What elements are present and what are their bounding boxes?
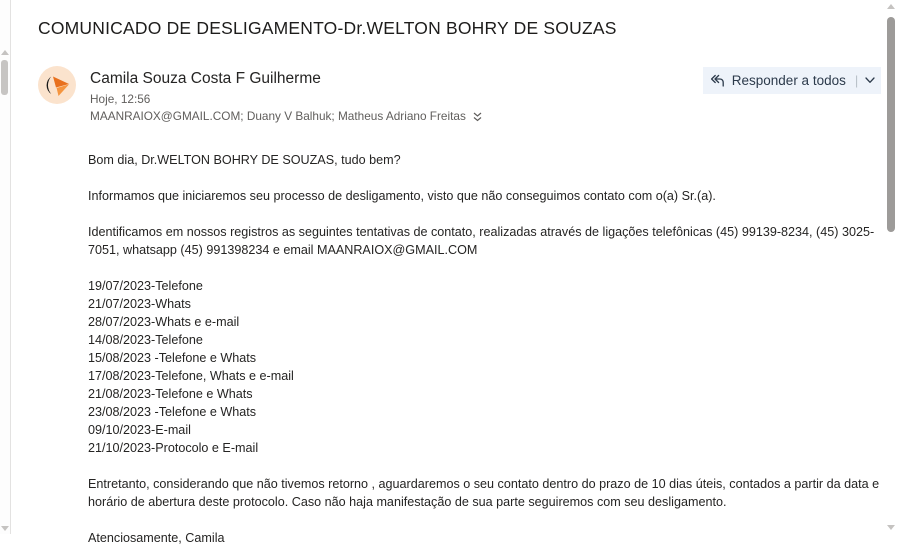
reply-all-label: Responder a todos (731, 73, 846, 88)
right-scrollbar-thumb[interactable] (887, 17, 895, 232)
contact-attempt-item: 23/08/2023 -Telefone e Whats (88, 405, 257, 419)
email-body (88, 151, 880, 547)
button-divider: | (854, 73, 859, 88)
contact-attempt-item: 21/08/2023-Telefone e Whats (88, 387, 253, 401)
scroll-down-arrow-icon[interactable] (1, 526, 9, 531)
intro-paragraph: Informamos que iniciaremos seu processo de desligamento, visto que não conseguimos contato com o(a) Sr.(a). (88, 189, 716, 203)
contact-attempt-item: 19/07/2023-Telefone (88, 279, 203, 293)
contact-attempt-item: 21/07/2023-Whats (88, 297, 191, 311)
left-scrollbar-thumb[interactable] (1, 60, 8, 95)
reply-all-button[interactable] (703, 67, 881, 94)
contact-attempt-item: 17/08/2023-Telefone, Whats e e-mail (88, 369, 294, 383)
contact-attempt-item: 21/10/2023-Protocolo e E-mail (88, 441, 259, 455)
contact-attempt-item: 15/08/2023 -Telefone e Whats (88, 351, 257, 365)
reply-all-icon (709, 74, 725, 88)
attempts-paragraph: Identificamos em nossos registros as seguintes tentativas de contato, realizadas através de ligações telefônicas (45) 99139-8234, (45) 3025-7051, whatsapp (45) 991398234 e email MAANRAIOX@GMAIL.COM (88, 225, 875, 257)
clipped-next-line: Atenciosamente, Camila (88, 531, 225, 545)
contact-attempt-item: 14/08/2023-Telefone (88, 333, 203, 347)
contact-attempt-item: 28/07/2023-Whats e e-mail (88, 315, 240, 329)
company-logo-icon (38, 66, 76, 104)
contact-attempts-list (88, 277, 880, 457)
left-panel-scrollbar[interactable] (0, 0, 11, 534)
sender-avatar[interactable] (38, 66, 76, 104)
chevron-down-icon[interactable] (865, 77, 875, 84)
scroll-down-arrow-icon[interactable] (887, 525, 895, 530)
scroll-up-arrow-icon[interactable] (1, 50, 9, 55)
recipients-row (90, 109, 482, 123)
recipients-list[interactable]: MAANRAIOX@GMAIL.COM; Duany V Balhuk; Matheus Adriano Freitas (90, 109, 466, 123)
sender-name[interactable]: Camila Souza Costa F Guilherme (90, 70, 321, 87)
sent-timestamp: Hoje, 12:56 (90, 92, 151, 106)
contact-attempt-item: 09/10/2023-E-mail (88, 423, 191, 437)
expand-recipients-icon[interactable] (473, 112, 482, 122)
greeting-paragraph: Bom dia, Dr.WELTON BOHRY DE SOUZAS, tudo bem? (88, 153, 401, 167)
scroll-up-arrow-icon[interactable] (887, 4, 895, 9)
message-scrollbar[interactable] (884, 0, 898, 534)
email-subject: COMUNICADO DE DESLIGAMENTO-Dr.WELTON BOHRY DE SOUZAS (38, 18, 617, 38)
deadline-paragraph: Entretanto, considerando que não tivemos retorno , aguardaremos o seu contato dentro do prazo de 10 dias úteis, contados a partir da data e horário de abertura deste protocolo. Caso não haja manifestação de sua parte seguiremos com seu desligamento. (88, 477, 880, 509)
